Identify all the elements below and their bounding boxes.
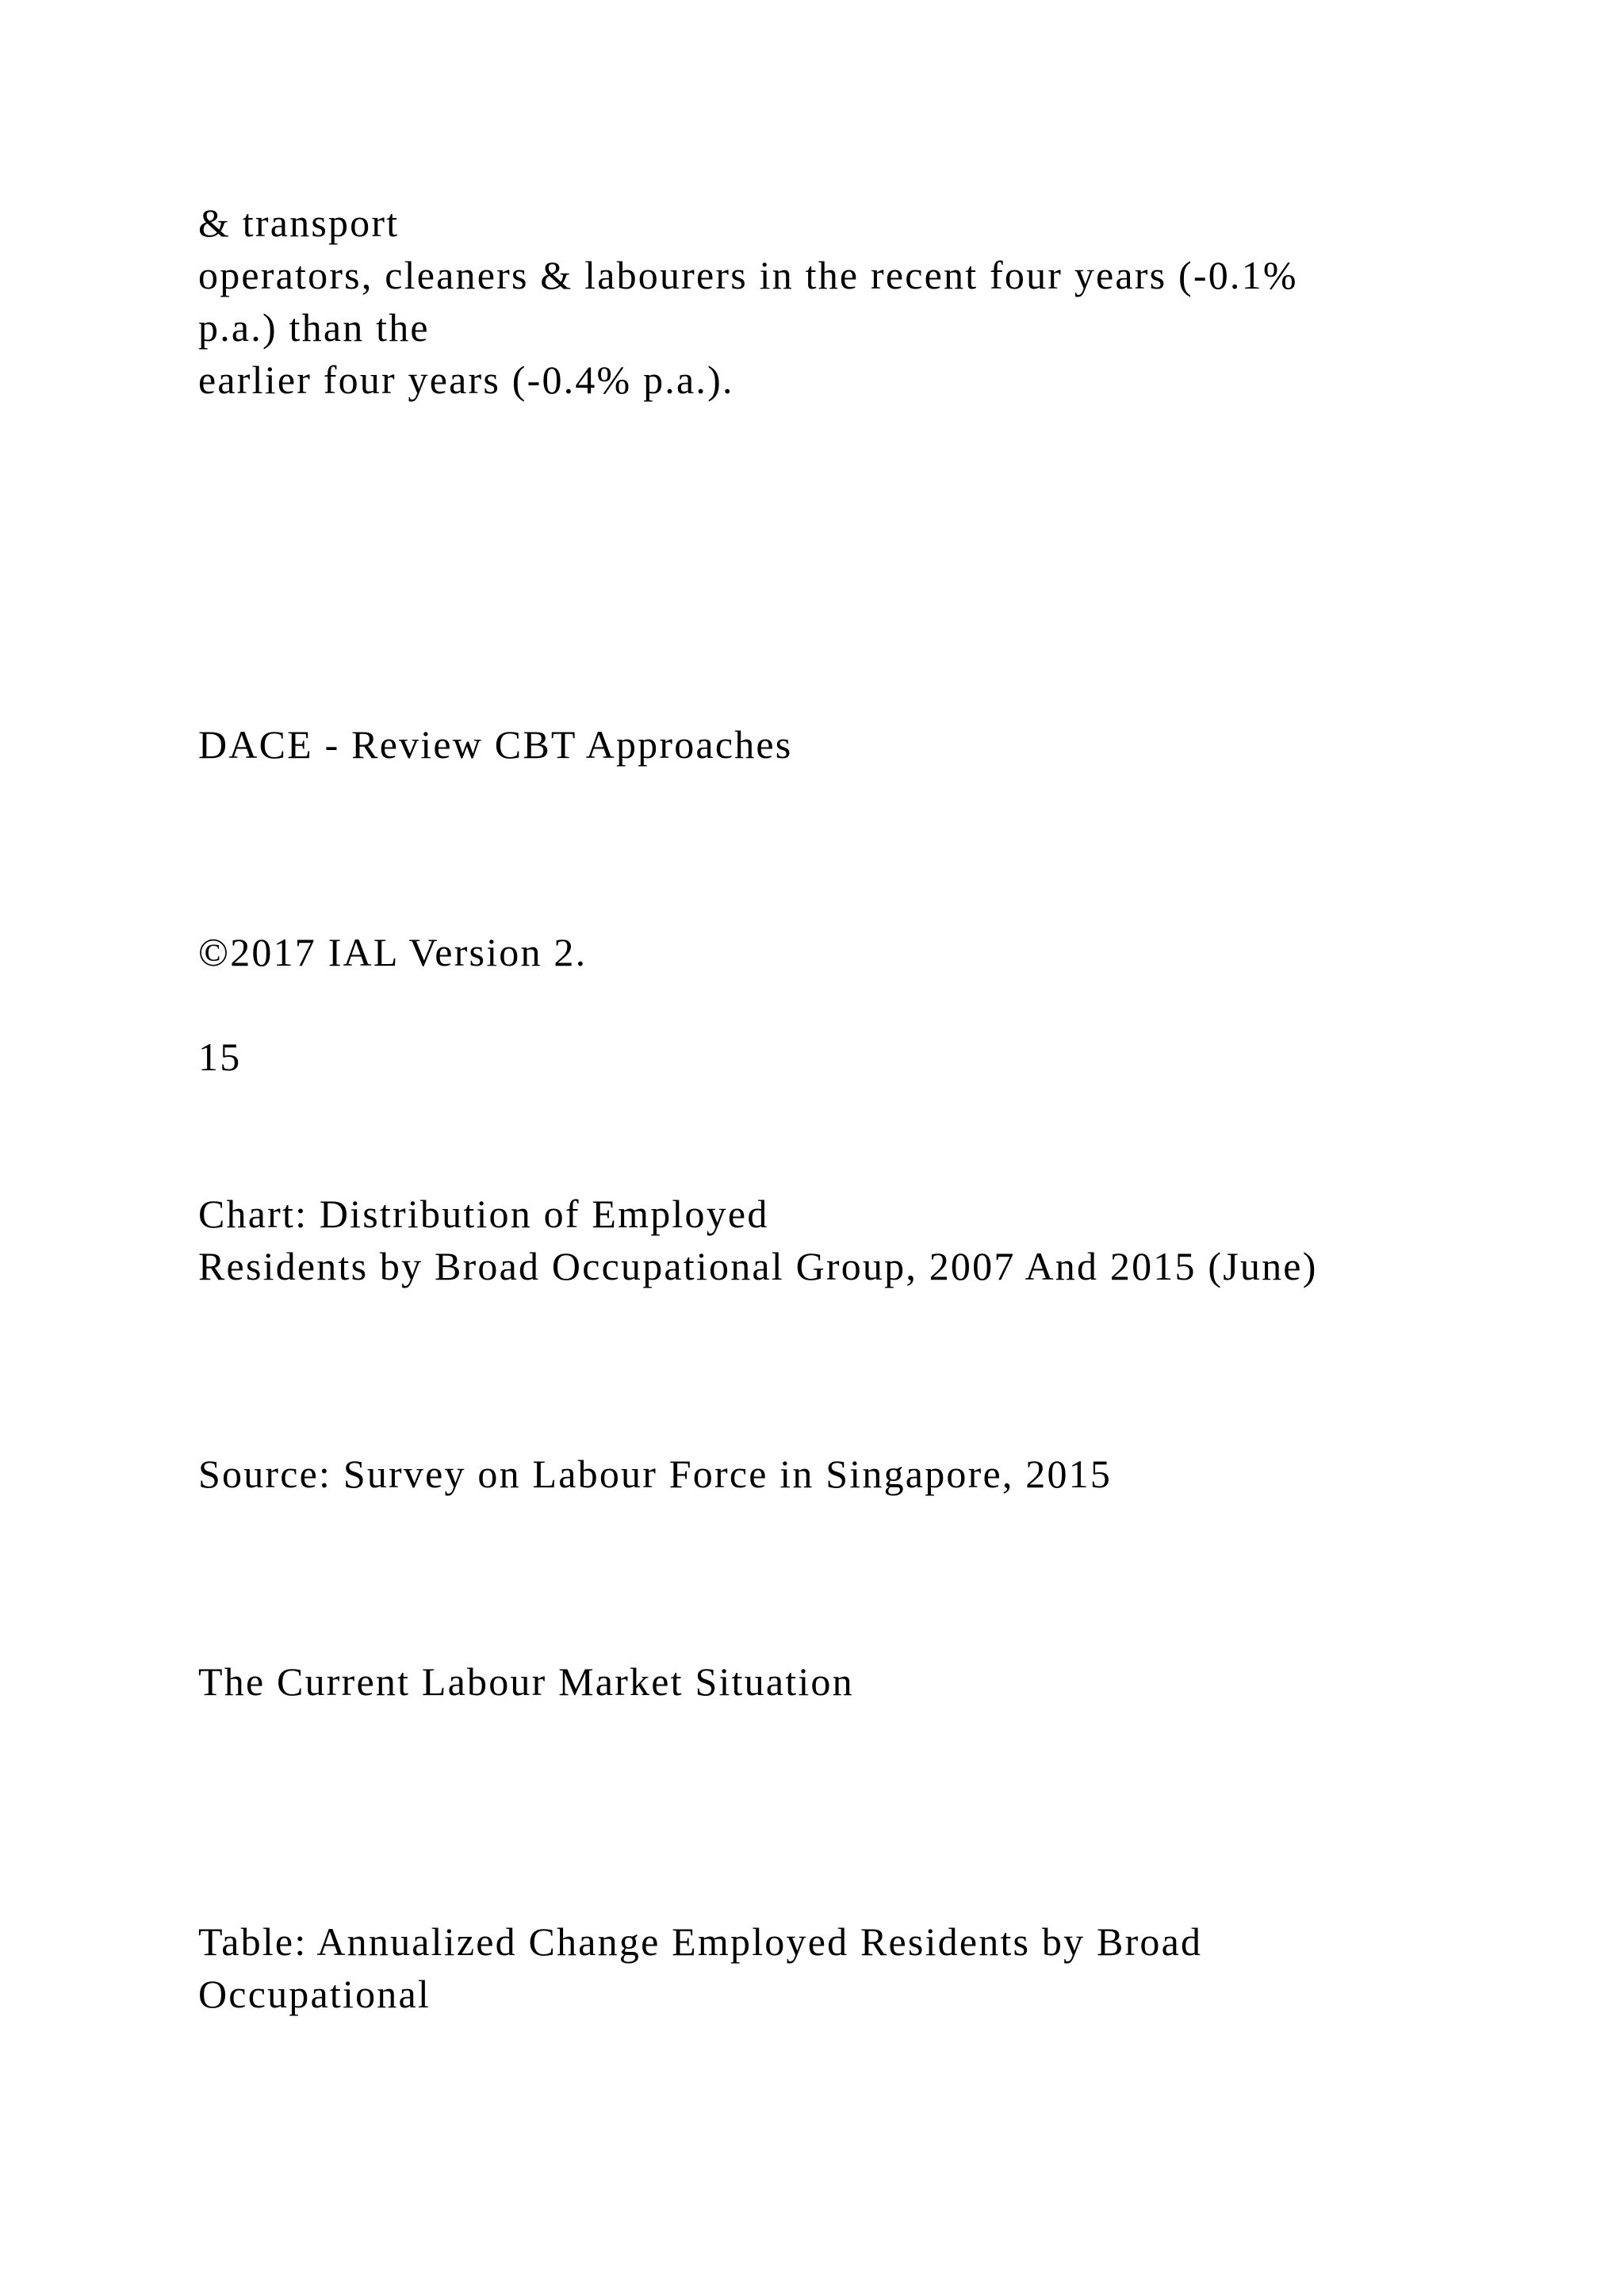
table-caption-line: Occupational: [198, 1972, 431, 2016]
section-heading: The Current Labour Market Situation: [198, 1659, 854, 1704]
paragraph-line: operators, cleaners & labourers in the recent four years (-0.1%: [198, 253, 1298, 297]
chart-caption-line: Residents by Broad Occupational Group, 2007 And 2015 (June): [198, 1244, 1318, 1288]
paragraph-line: earlier four years (-0.4% p.a.).: [198, 358, 734, 402]
table-caption-line: Table: Annualized Change Employed Residents by Broad: [198, 1919, 1203, 1964]
paragraph-line: & transport: [198, 201, 400, 245]
source-citation: Source: Survey on Labour Force in Singapore, 2015: [198, 1452, 1113, 1496]
paragraph-line: p.a.) than the: [198, 305, 430, 350]
page-number: 15: [198, 1035, 242, 1079]
course-title: DACE - Review CBT Approaches: [198, 722, 793, 767]
copyright-notice: ©2017 IAL Version 2.: [198, 930, 588, 974]
chart-caption-line: Chart: Distribution of Employed: [198, 1192, 769, 1236]
